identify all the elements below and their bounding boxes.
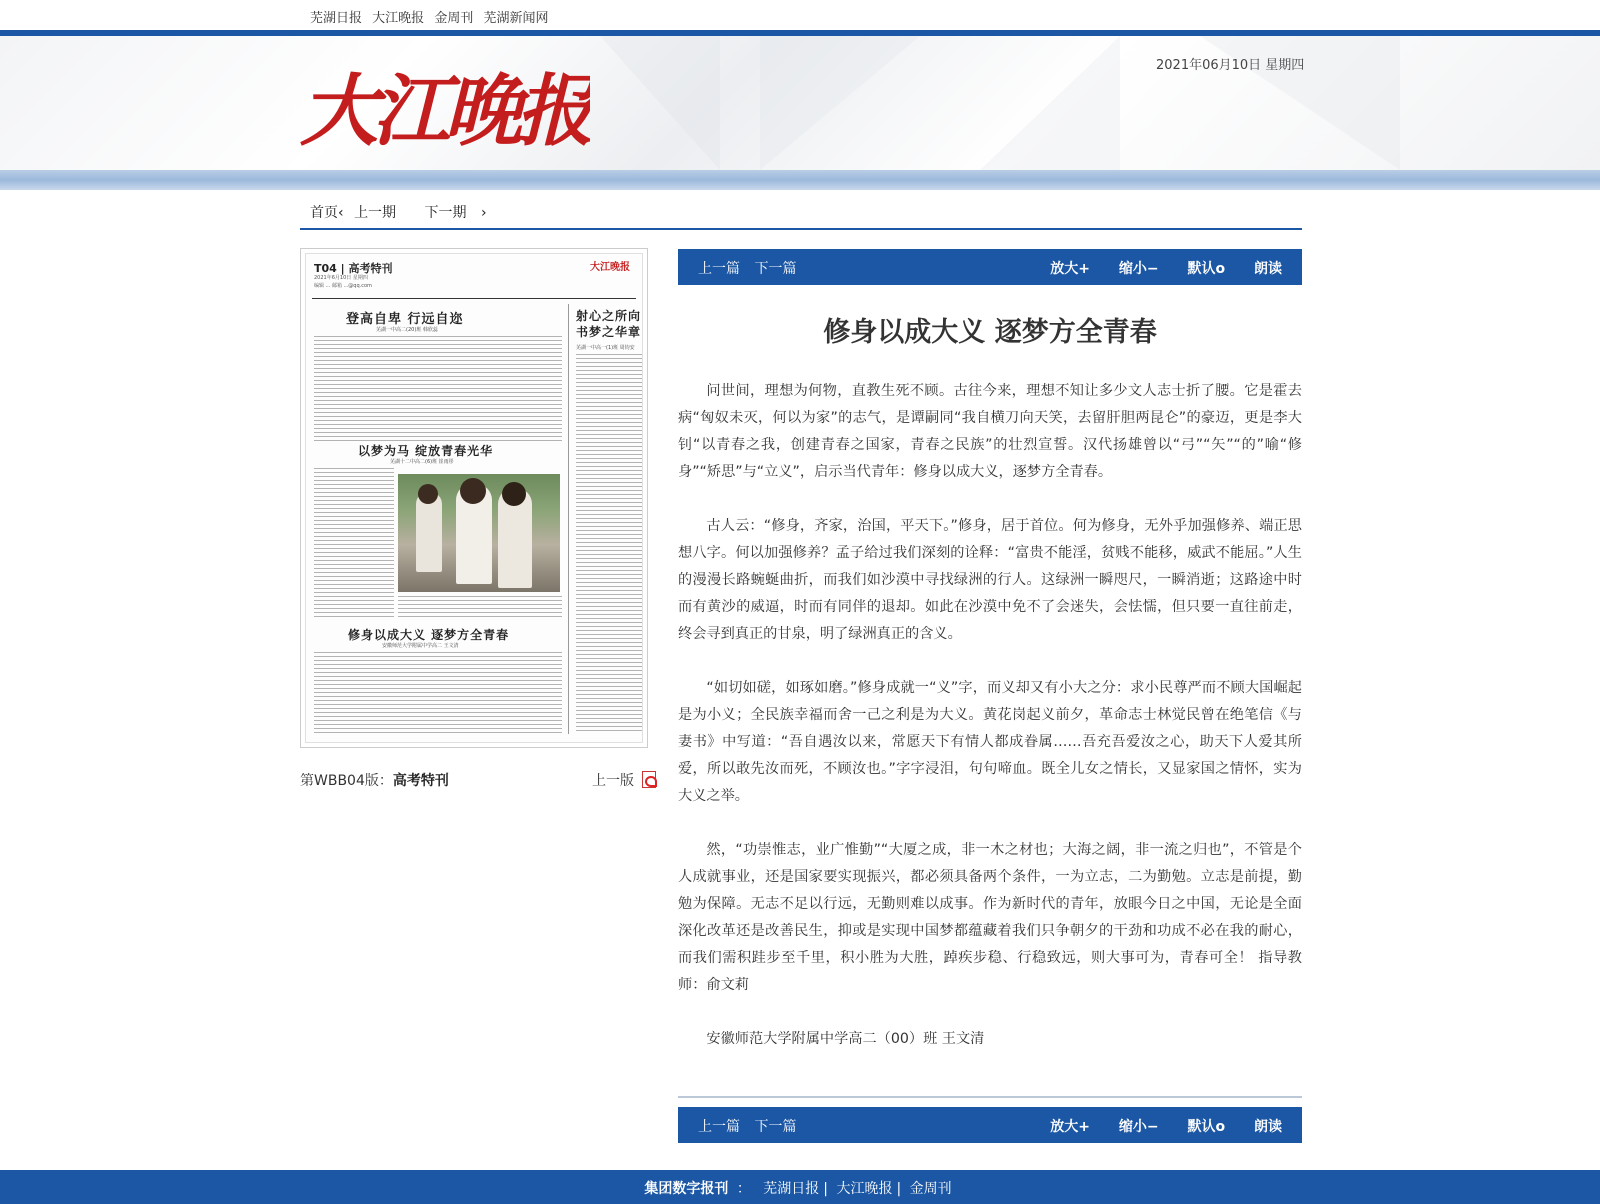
top-link-dajiang-evening[interactable]: 大江晚报 xyxy=(372,11,425,26)
article-toolbar-top xyxy=(678,249,1302,285)
thumb-text xyxy=(314,652,562,736)
thumb-text xyxy=(314,468,394,618)
top-links xyxy=(310,7,554,26)
thumb-rule xyxy=(312,298,636,299)
zoom-in-button[interactable]: 放大+ xyxy=(1050,1119,1091,1135)
footer: 集团数字报刊 ： 芜湖日报 | 大江晚报 | 金周刊 xyxy=(0,1170,1600,1204)
issue-nav xyxy=(310,202,493,222)
article-author: 安徽师范大学附属中学高二（00）班 王文清 xyxy=(706,1031,985,1047)
footer-link-jin-weekly[interactable]: 金周刊 xyxy=(909,1181,952,1197)
article-paragraph: 然，“功崇惟志，业广惟勤”“大厦之成，非一木之材也；大海之阔，非一流之归也”，不管是个人成就事业，还是国家要实现振兴，都必须具备两个条件，一为立志，二为勤勉。立志是前提，勤勉为保障。无志不足以行远，无勤则难以成事。作为新时代的青年，放眼今日之中国，无论是全面深化改革还是改善民生，抑或是实现中国梦都蕴藏着我们只争朝夕的干劲和功成不必在我的耐心，而我们需积跬步至千里，积小胜为大胜，踔疾步稳、行稳致远，则大事可为，青春可全！ 指导教师：俞文莉 xyxy=(678,842,1302,993)
default-size-button[interactable]: 默认o xyxy=(1187,261,1226,277)
nav-next-issue[interactable]: 下一期 xyxy=(424,205,467,221)
thumb-headline: 射心之所向 书梦之华章 xyxy=(576,309,642,339)
dajiang-evening-logo[interactable] xyxy=(300,50,590,160)
header-decoration xyxy=(760,36,920,170)
page-thumbnail-inner xyxy=(305,253,643,743)
thumb-text xyxy=(576,354,642,732)
top-link-wuhu-news[interactable]: 芜湖新闻网 xyxy=(483,11,549,26)
header-decoration xyxy=(600,36,720,170)
nav-prev-issue[interactable]: 上一期 xyxy=(354,205,397,221)
top-link-wuhu-daily[interactable]: 芜湖日报 xyxy=(310,11,363,26)
thumb-headline: 修身以成大义 逐梦方全青春 xyxy=(348,628,510,642)
prev-page-link[interactable]: 上一版 xyxy=(592,773,634,789)
next-article-button[interactable]: 下一篇 xyxy=(754,261,797,277)
page-info-name[interactable]: 高考特刊 xyxy=(392,773,449,789)
thumb-sub: 2021年6月10日 星期四 xyxy=(314,275,368,281)
header-band xyxy=(0,170,1600,190)
prev-article-button[interactable]: 上一篇 xyxy=(698,1119,740,1135)
thumb-headline: 登高自卑 行远自迩 xyxy=(346,312,464,327)
thumb-photo xyxy=(398,474,560,592)
article-paragraph: “如切如磋，如琢如磨。”修身成就一“义”字，而义却又有小大之分：求小民尊严而不顾大国崛起是为小义；全民族幸福而舍一己之利是为大义。黄花岗起义前夕，革命志士林觉民曾在绝笔信《与妻书》中写道：“吾自遇汝以来，常愿天下有情人都成眷属……吾充吾爱汝之心，助天下人爱其所爱，所以敢先汝而死，不顾汝也。”字字浸泪，句句啼血。既全儿女之情长，又显家国之情怀，实为大义之举。 xyxy=(678,680,1302,804)
next-article-button[interactable]: 下一篇 xyxy=(754,1119,797,1135)
thumb-column-rule xyxy=(568,304,569,734)
chevron-right-icon[interactable]: › xyxy=(480,205,487,221)
page-thumbnail[interactable] xyxy=(300,248,648,748)
nav-home[interactable]: 首页‹ xyxy=(310,205,344,221)
header-decoration xyxy=(980,36,1120,170)
thumb-section: T04 | 高考特刊 xyxy=(314,262,393,275)
thumb-text xyxy=(314,336,562,444)
footer-link-dajiang-evening[interactable]: 大江晚报 xyxy=(836,1181,893,1197)
read-aloud-button[interactable]: 朗读 xyxy=(1254,1119,1282,1135)
thumb-photo-figure xyxy=(460,478,486,504)
thumb-byline: 芜湖十二中高二(6)班 崔雨彤 xyxy=(390,459,454,465)
nav-divider xyxy=(300,228,1302,230)
article-paragraph: 古人云：“修身，齐家，治国，平天下。”修身，居于首位。何为修身，无外乎加强修养、端正思想八字。何以加强修养？孟子给过我们深刻的诠释：“富贵不能淫，贫贱不能移，威武不能屈。”人生的漫漫长路蜿蜒曲折，而我们如沙漠中寻找绿洲的行人。这绿洲一瞬咫尺，一瞬消逝；这路途中时而有黄沙的威逼，时而有同伴的退却。如此在沙漠中免不了会迷失，会怯懦，但只要一直往前走，终会寻到真正的甘泉，明了绿洲真正的含义。 xyxy=(678,518,1302,642)
thumb-photo-figure xyxy=(416,492,442,572)
pdf-icon[interactable] xyxy=(642,771,656,788)
thumb-logo: 大江晚报 xyxy=(590,262,630,273)
issue-date: 2021年06月10日 星期四 xyxy=(1156,58,1305,73)
logo-text: 大江晚报 xyxy=(300,66,589,157)
prev-article-button[interactable]: 上一篇 xyxy=(698,261,740,277)
article-end-rule xyxy=(678,1096,1302,1098)
page-info-prefix: 第WBB04版： xyxy=(300,773,393,789)
zoom-out-button[interactable]: 缩小− xyxy=(1118,1119,1159,1135)
article-title: 修身以成大义 逐梦方全青春 xyxy=(823,317,1157,348)
article-toolbar-bottom xyxy=(678,1107,1302,1143)
footer-sep: ： xyxy=(736,1181,751,1197)
read-aloud-button[interactable]: 朗读 xyxy=(1254,261,1282,277)
thumb-byline: 安徽师范大学附属中学高二 王文清 xyxy=(382,643,459,649)
top-link-jin-weekly[interactable]: 金周刊 xyxy=(434,11,474,26)
default-size-button[interactable]: 默认o xyxy=(1187,1119,1226,1135)
footer-label: 集团数字报刊 xyxy=(644,1181,729,1197)
thumb-byline: 芜湖一中高二(20)班 韩欣蕊 xyxy=(376,327,438,333)
page-info xyxy=(300,770,449,790)
article-paragraph: 问世间，理想为何物，直教生死不顾。古往今来，理想不知让多少文人志士折了腰。它是霍去病“匈奴未灭，何以为家”的志气，是谭嗣同“我自横刀向天笑，去留肝胆两昆仑”的豪迈，更是李大钊“以青春之我，创建青春之国家，青春之民族”的壮烈宣誓。汉代扬雄曾以“弓”“矢”“的”喻“修身”“矫思”与“立义”，启示当代青年：修身以成大义，逐梦方全青春。 xyxy=(678,383,1302,480)
thumb-photo-figure xyxy=(418,484,438,504)
thumb-photo-figure xyxy=(502,482,526,506)
thumb-byline: 芜湖一中高一(1)班 周钧安 xyxy=(576,345,635,351)
zoom-out-button[interactable]: 缩小− xyxy=(1118,261,1159,277)
masthead xyxy=(0,36,1600,170)
thumb-sub: 编辑 ... 邮箱 ...@qq.com xyxy=(314,283,372,289)
thumb-text xyxy=(398,596,562,618)
article-body xyxy=(678,378,1302,1080)
footer-link-wuhu-daily[interactable]: 芜湖日报 xyxy=(763,1181,820,1197)
thumb-headline: 以梦为马 绽放青春光华 xyxy=(358,444,494,458)
top-bar xyxy=(0,0,1600,32)
zoom-in-button[interactable]: 放大+ xyxy=(1050,261,1091,277)
